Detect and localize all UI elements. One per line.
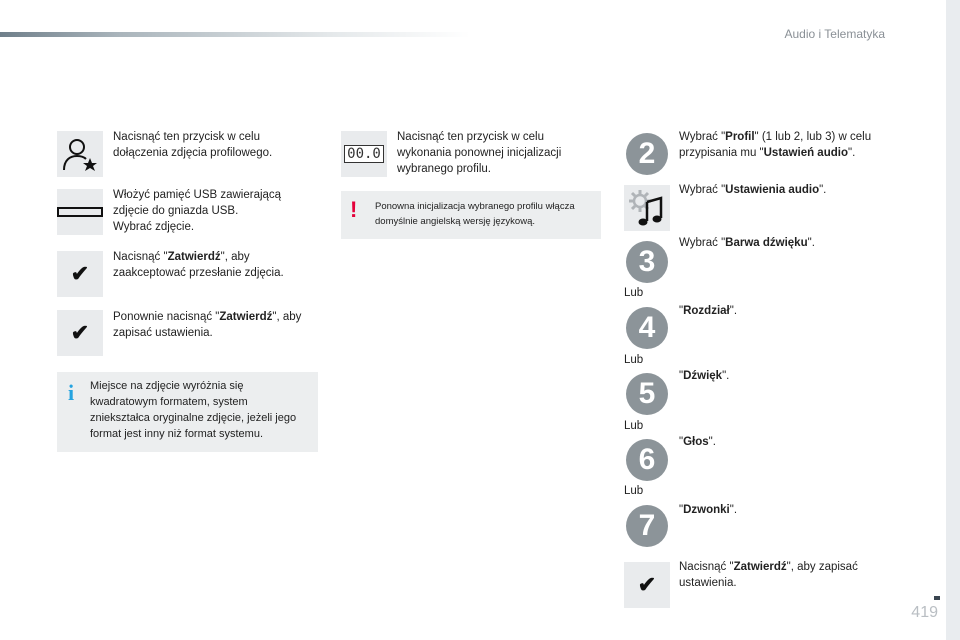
warning-icon: ! <box>350 197 358 222</box>
col3-step7-text: "Dzwonki". <box>679 504 738 516</box>
col1-step4-text: Ponownie nacisnąć "Zatwierdź", aby zapisać ustawienia. <box>113 311 302 339</box>
lub-label-3: Lub <box>624 420 644 432</box>
col1-step3-text: Nacisnąć "Zatwierdź", aby zaakceptować przesłanie zdjęcia. <box>113 251 284 279</box>
col3-step2-text: Wybrać "Profil" (1 lub 2, lub 3) w celu przypisania mu "Ustawień audio". <box>679 131 872 159</box>
page-edge-strip <box>946 0 960 640</box>
lub-label-4: Lub <box>624 485 644 497</box>
user-star-icon <box>60 134 100 174</box>
header-gradient-bar <box>0 32 470 37</box>
profile-photo-button-illustration <box>57 131 103 177</box>
music-gear-icon <box>627 188 667 228</box>
usb-slot-illustration <box>57 189 103 235</box>
audio-settings-illustration <box>624 185 670 231</box>
col1-step2-text: Włożyć pamięć USB zawierającą zdjęcie do gniazda USB. Wybrać zdjęcie. <box>113 189 282 233</box>
reset-button-illustration <box>341 131 387 177</box>
step-number-3: 3 <box>626 241 668 283</box>
step-number-2: 2 <box>626 133 668 175</box>
step-number-6: 6 <box>626 439 668 481</box>
col3-step3-text: Wybrać "Barwa dźwięku". <box>679 237 815 249</box>
page-header-title: Audio i Telematyka <box>784 27 885 41</box>
col3-final-text: Nacisnąć "Zatwierdź", aby zapisać ustawienia. <box>679 561 858 589</box>
col3-step4-text: "Rozdział". <box>679 305 738 317</box>
checkmark-icon: ✔ <box>70 261 90 286</box>
usb-slot-icon <box>57 207 103 217</box>
checkmark-icon: ✔ <box>637 572 657 597</box>
step-number-4: 4 <box>626 307 668 349</box>
warning-note <box>341 191 601 239</box>
col3-step5-text: "Dźwięk". <box>679 370 730 382</box>
info-icon: i <box>68 380 75 405</box>
warning-note-text: Ponowna inicjalizacja wybranego profilu włącza domyślnie angielską wersję językową. <box>375 201 575 227</box>
col3-step6-text: "Głos". <box>679 436 716 448</box>
col1-step1-text: Nacisnąć ten przycisk w celu dołączenia zdjęcia profilowego. <box>113 131 273 159</box>
page-marker <box>934 596 940 600</box>
checkmark-icon: ✔ <box>70 320 90 345</box>
step-number-5: 5 <box>626 373 668 415</box>
col3-audio-settings-text: Wybrać "Ustawienia audio". <box>679 184 827 196</box>
col2-step1-text: Nacisnąć ten przycisk w celu wykonania ponownej inicjalizacji wybranego profilu. <box>397 131 562 175</box>
reset-display-icon: 00.0 <box>344 145 384 163</box>
confirm-button-illustration-1 <box>57 251 103 297</box>
page-number: 419 <box>911 604 938 621</box>
info-note-text: Miejsce na zdjęcie wyróżnia się kwadratowym formatem, system zniekształca oryginalne zdjęcie, jeżeli jego format jest inny niż format systemu. <box>90 380 297 440</box>
lub-label-1: Lub <box>624 287 644 299</box>
confirm-button-illustration-2 <box>57 310 103 356</box>
lub-label-2: Lub <box>624 354 644 366</box>
info-note <box>57 372 318 452</box>
confirm-button-illustration-3 <box>624 562 670 608</box>
step-number-7: 7 <box>626 505 668 547</box>
